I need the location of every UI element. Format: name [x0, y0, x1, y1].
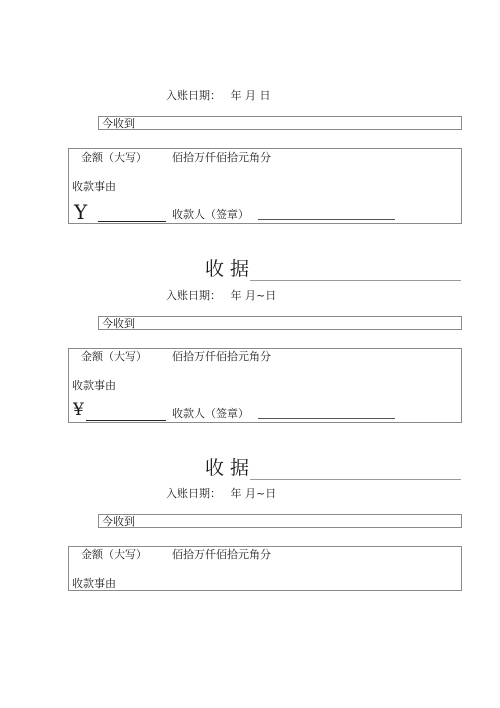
amount-figure-line[interactable] — [98, 221, 166, 222]
payee-label: 收款人（签章） — [172, 208, 249, 221]
reason-label: 收款事由 — [72, 180, 116, 193]
title-rule — [250, 479, 461, 480]
received-from-label: 今收到 — [102, 515, 135, 528]
receipt-title: 收据 — [205, 457, 256, 479]
date-label: 入账日期： — [166, 487, 221, 500]
received-from-field[interactable] — [98, 116, 462, 130]
date-label: 入账日期： — [166, 89, 221, 102]
payee-label: 收款人（签章） — [172, 407, 249, 420]
amount-label: 金额（大写） — [81, 548, 147, 561]
payee-signature-line[interactable] — [258, 219, 395, 220]
amount-label: 金额（大写） — [81, 151, 147, 164]
date-row — [166, 89, 271, 103]
received-from-field[interactable] — [98, 514, 462, 528]
title-rule — [250, 280, 461, 281]
date-value: 年 月 日 — [230, 89, 271, 102]
amount-units: 佰拾万仟佰拾元角分 — [172, 548, 271, 561]
amount-units: 佰拾万仟佰拾元角分 — [172, 350, 271, 363]
reason-label: 收款事由 — [72, 577, 116, 590]
amount-label: 金额（大写） — [81, 350, 147, 363]
date-row — [166, 487, 276, 501]
currency-symbol: ¥ — [73, 400, 84, 420]
amount-units: 佰拾万仟佰拾元角分 — [172, 151, 271, 164]
date-row — [166, 289, 276, 303]
received-from-label: 今收到 — [102, 317, 135, 330]
received-from-label: 今收到 — [102, 117, 135, 130]
amount-figure-line[interactable] — [86, 420, 166, 421]
date-value: 年 月~日 — [230, 289, 277, 302]
receipt-title: 收据 — [205, 258, 256, 280]
reason-label: 收款事由 — [72, 379, 116, 392]
received-from-field[interactable] — [98, 316, 462, 330]
date-label: 入账日期： — [166, 289, 221, 302]
currency-symbol: Y — [74, 200, 88, 224]
payee-signature-line[interactable] — [258, 418, 395, 419]
date-value: 年 月~日 — [230, 487, 277, 500]
